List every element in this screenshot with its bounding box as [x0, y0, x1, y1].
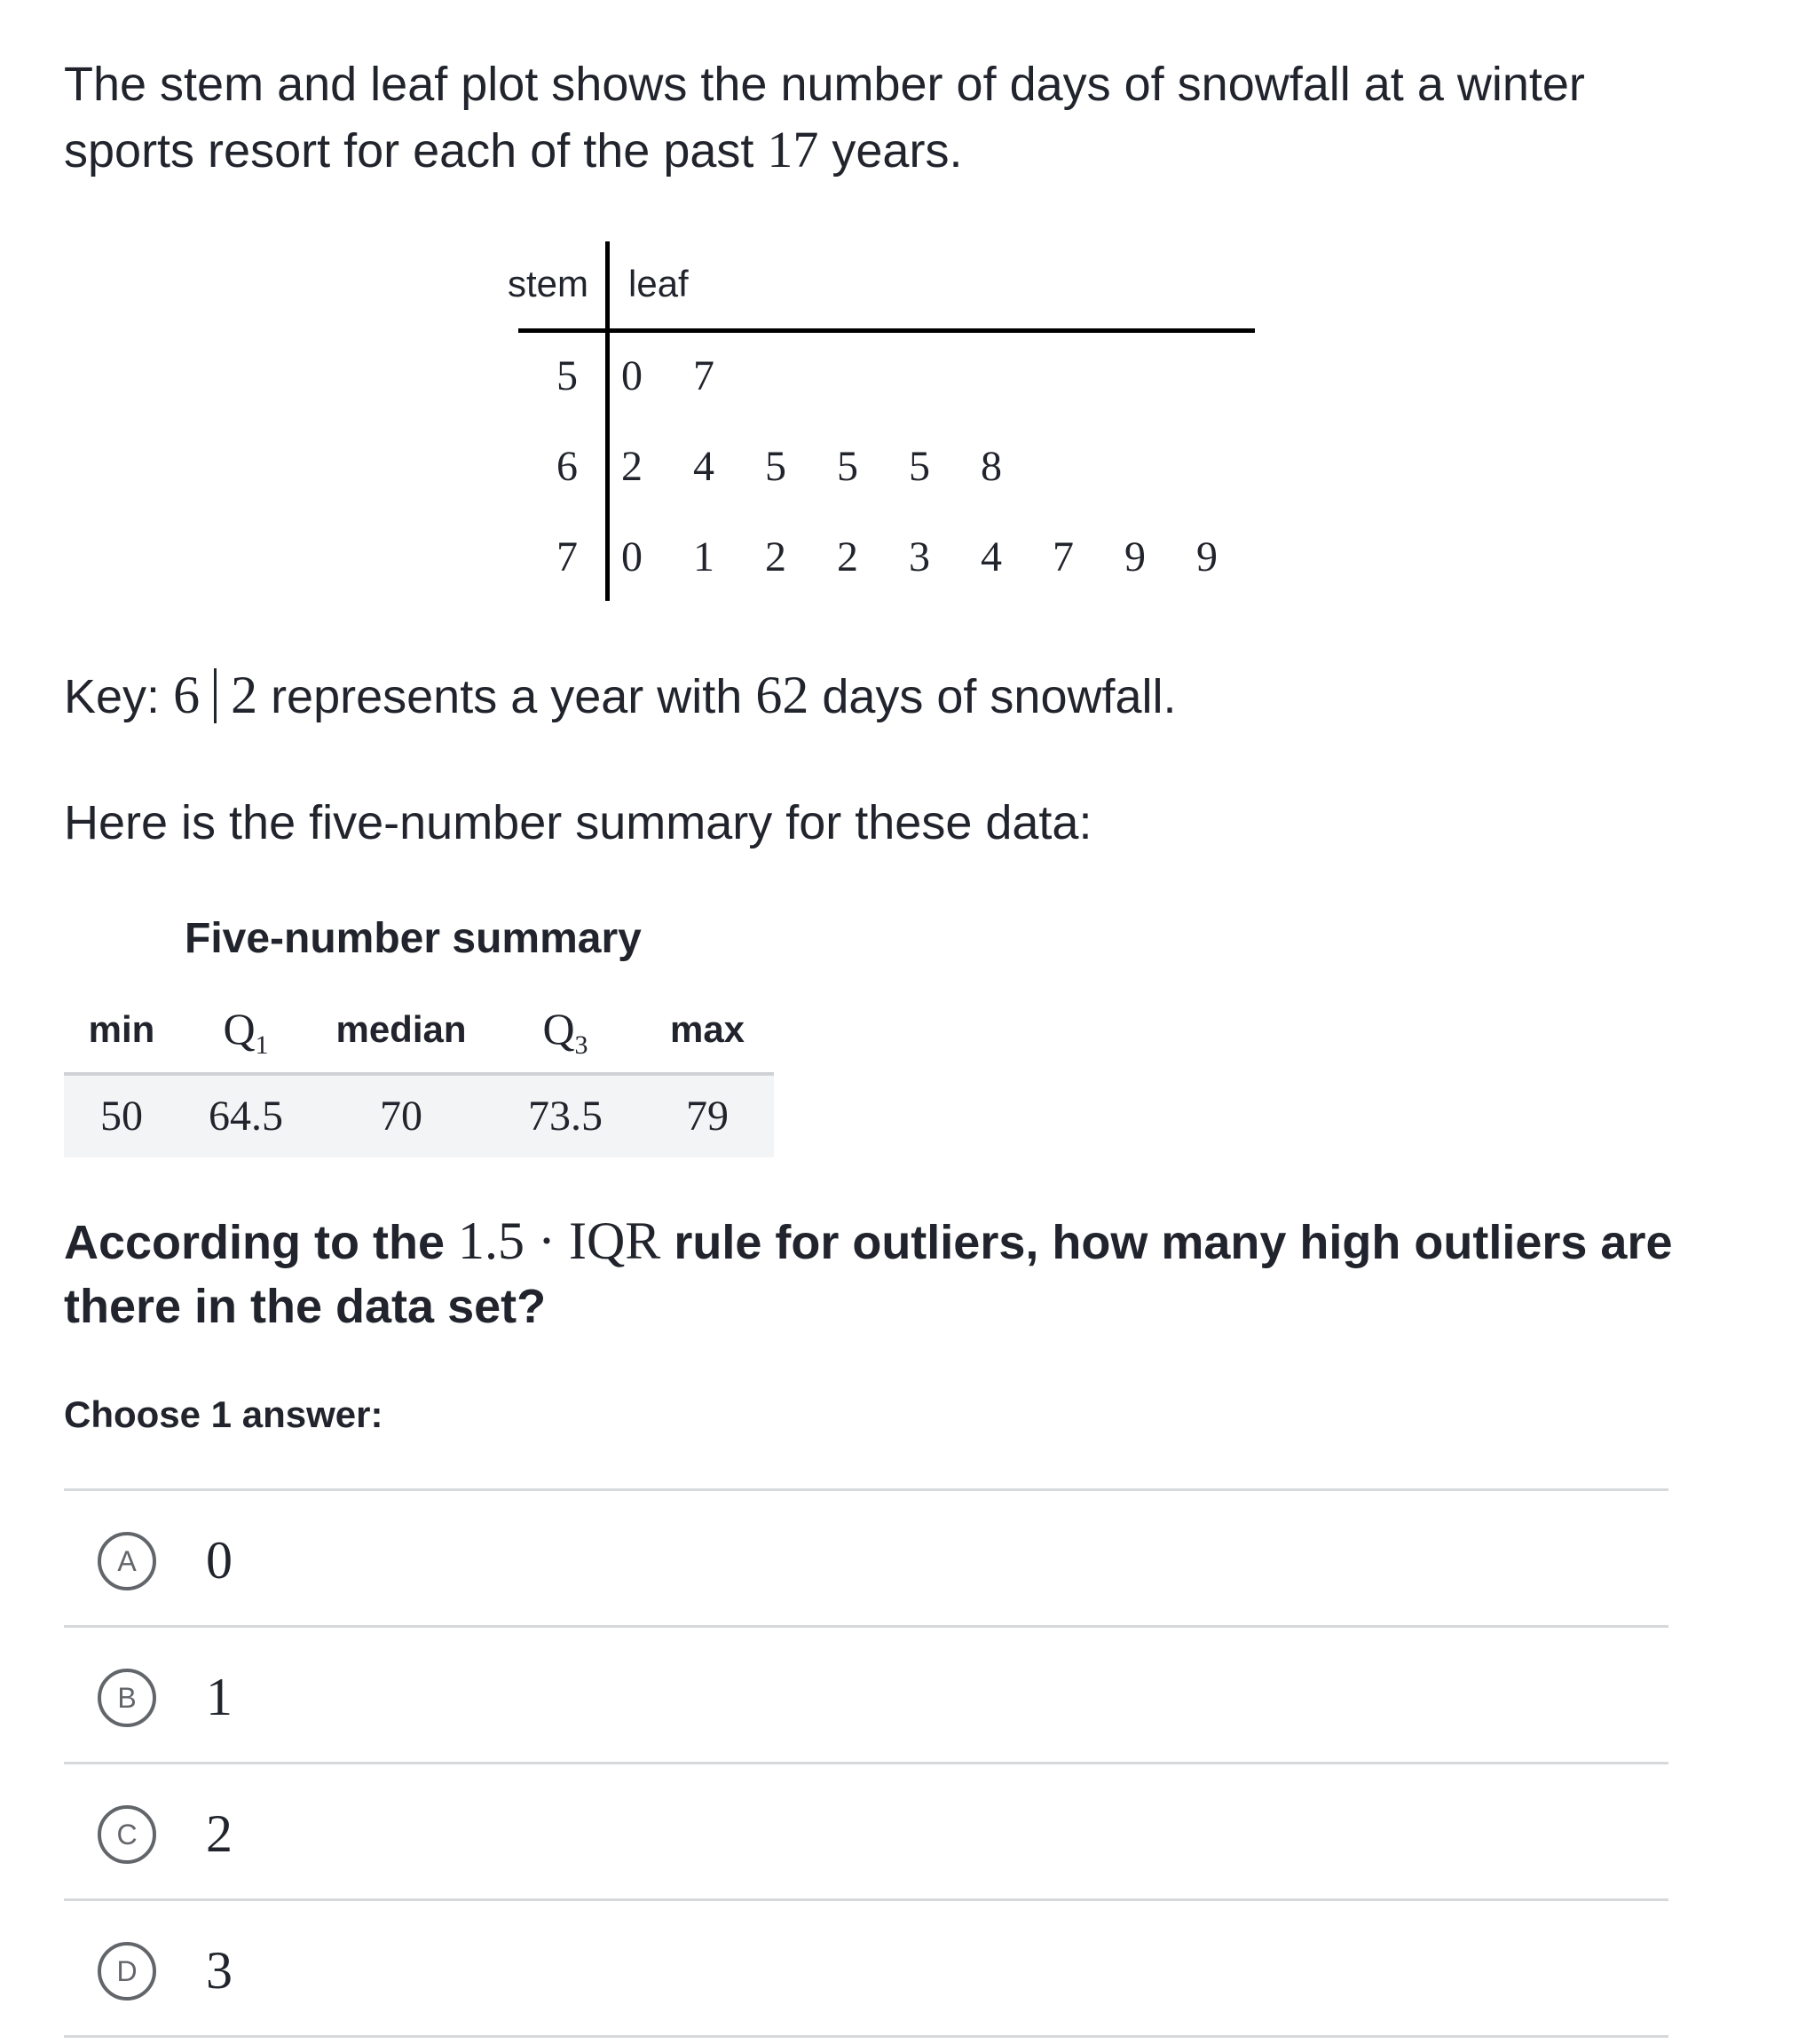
- question-text-end: rule for outliers, how many high outliers are there in the data set?: [64, 1216, 1673, 1333]
- choice-value: 1: [206, 1668, 233, 1726]
- question-text: According to the: [64, 1216, 458, 1269]
- header-q1: [179, 1003, 312, 1061]
- value-max: 79: [686, 1093, 729, 1140]
- leaf: 8: [981, 443, 1002, 490]
- plot-vertical-divider: [605, 241, 610, 601]
- leaf-values: [621, 351, 765, 400]
- choice-value: 2: [206, 1804, 233, 1863]
- leaf: 1: [693, 533, 714, 580]
- intro-text: The stem and leaf plot shows the number of days of snowfall at a winter sports resort for each of the past: [64, 58, 1585, 178]
- choice-letter: B: [98, 1669, 156, 1727]
- key-value: 62: [755, 666, 809, 724]
- choice-value: 0: [206, 1531, 233, 1590]
- header-max: max: [669, 1008, 745, 1050]
- header-median: median: [335, 1008, 467, 1050]
- value-median: 70: [380, 1093, 422, 1140]
- intro-text-end: years.: [818, 124, 963, 178]
- q1-symbol: Q: [223, 1004, 256, 1054]
- leaf: 9: [1124, 533, 1146, 580]
- leaf: 2: [837, 533, 858, 580]
- leaf: 7: [693, 352, 714, 399]
- leaf: 0: [621, 533, 643, 580]
- choice-c[interactable]: [64, 1762, 1668, 1898]
- choice-value: 3: [206, 1941, 233, 2000]
- leaf: 0: [621, 352, 643, 399]
- choice-b[interactable]: [64, 1625, 1668, 1762]
- key-divider: [214, 668, 217, 723]
- choice-letter: A: [98, 1532, 156, 1590]
- stem-value: 5: [556, 352, 578, 399]
- table-caption: Five-number summary: [185, 915, 642, 962]
- stem-header: stem: [508, 263, 589, 304]
- answer-choices: [64, 1488, 1668, 2038]
- leaf-header: leaf: [628, 263, 689, 304]
- table-value-row: [64, 1076, 774, 1157]
- leaf: 9: [1196, 533, 1218, 580]
- header-min: min: [88, 1008, 155, 1050]
- stem-value: 6: [556, 443, 578, 490]
- years-count: 17: [767, 121, 819, 178]
- plot-key: [64, 664, 1177, 728]
- leaf: 2: [765, 533, 786, 580]
- choice-letter: D: [98, 1942, 156, 2001]
- header-q3: [490, 1003, 641, 1061]
- key-leaf: 2: [231, 666, 258, 724]
- leaf: 7: [1053, 533, 1074, 580]
- q3-symbol: Q: [542, 1004, 575, 1054]
- question-math: 1.5 · IQR: [458, 1211, 661, 1270]
- problem-intro: [64, 51, 1697, 184]
- leaf: 4: [981, 533, 1002, 580]
- stem-leaf-plot: [479, 238, 1260, 604]
- choice-a[interactable]: [64, 1488, 1668, 1625]
- key-stem: 6: [173, 666, 201, 724]
- table-header-row: [64, 983, 774, 1076]
- value-q3: 73.5: [528, 1093, 603, 1140]
- choose-label: Choose 1 answer:: [64, 1393, 383, 1435]
- key-text-end: days of snowfall.: [808, 670, 1177, 723]
- leaf: 4: [693, 443, 714, 490]
- summary-intro: Here is the five-number summary for these data:: [64, 796, 1092, 849]
- choice-d[interactable]: [64, 1898, 1668, 2038]
- value-min: 50: [100, 1093, 143, 1140]
- value-q1: 64.5: [209, 1093, 283, 1140]
- key-text: represents a year with: [257, 670, 756, 723]
- leaf: 5: [765, 443, 786, 490]
- leaf: 2: [621, 443, 643, 490]
- stem-value: 7: [556, 533, 578, 580]
- q1-subscript: 1: [255, 1030, 269, 1060]
- leaf-values: [621, 533, 1268, 581]
- question-prompt: [64, 1209, 1715, 1338]
- leaf: 5: [909, 443, 930, 490]
- choice-letter: C: [98, 1805, 156, 1864]
- leaf: 3: [909, 533, 930, 580]
- leaf: 5: [837, 443, 858, 490]
- plot-horizontal-divider: [518, 328, 1255, 333]
- leaf-values: [621, 442, 1053, 491]
- q3-subscript: 3: [574, 1030, 588, 1060]
- key-label: Key:: [64, 670, 174, 723]
